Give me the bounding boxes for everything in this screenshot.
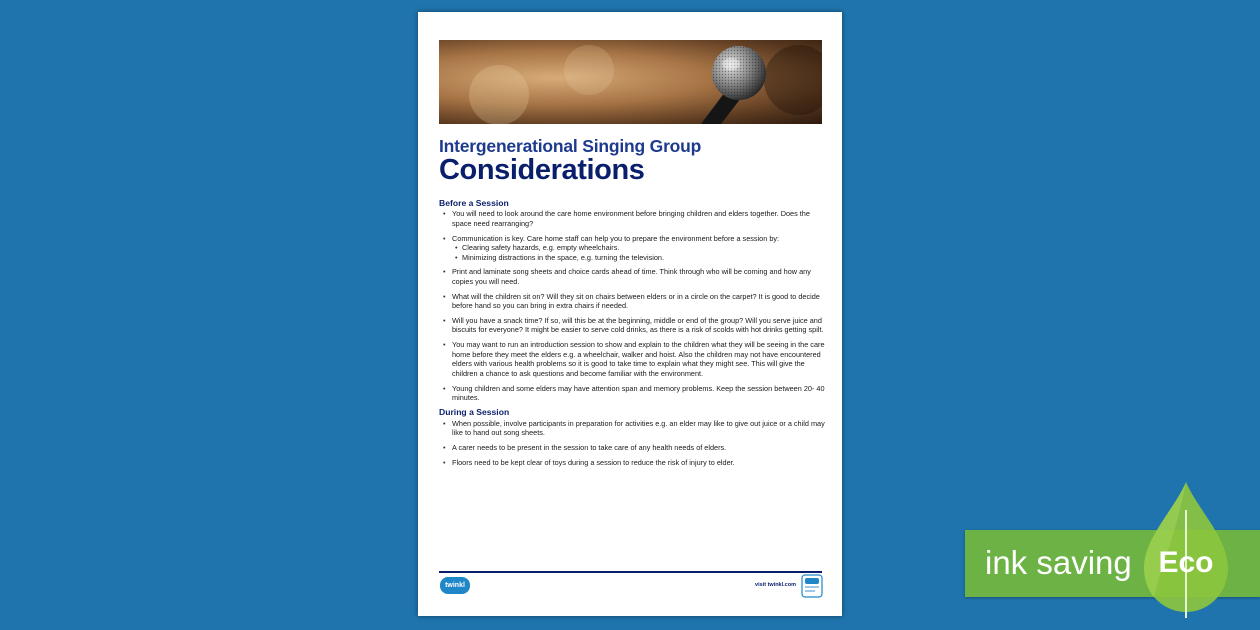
footer-url[interactable]: visit twinkl.com bbox=[755, 582, 796, 588]
bullet-list bbox=[439, 419, 827, 468]
list-item-text: You will need to look around the care home environment before bringing children and elders together. Does the space need rearranging? bbox=[452, 209, 810, 228]
list-item bbox=[452, 340, 827, 378]
twinkl-logo[interactable]: twinkl bbox=[440, 577, 470, 594]
twinkl-quality-badge-icon bbox=[800, 574, 824, 598]
list-item bbox=[452, 209, 827, 228]
list-item-text: Will you have a snack time? If so, will this be at the beginning, middle or end of the group? Will you serve juice and biscuits for everyone? It might be easier to serve cold drinks, as there is a risk of scolds with hot drinks getting spilt. bbox=[452, 316, 824, 335]
list-item bbox=[452, 419, 827, 438]
list-item bbox=[452, 234, 827, 262]
list-item-text: A carer needs to be present in the session to take care of any health needs of elders. bbox=[452, 443, 727, 453]
section-heading: During a Session bbox=[439, 407, 510, 418]
list-item-text: What will the children sit on? Will they sit on chairs between elders or in a circle on the carpet? It is good to decide before hand so you can bring in extra chairs if needed. bbox=[452, 291, 820, 311]
list-item-text: Print and laminate song sheets and choice cards ahead of time. Think through who will be coming and how any copies you will need. bbox=[452, 267, 811, 286]
document-subtitle: Intergenerational Singing Group bbox=[439, 136, 702, 156]
section-heading: Before a Session bbox=[439, 198, 509, 208]
list-item-text: Communication is key. Care home staff can help you to prepare the environment before a session by: bbox=[452, 233, 780, 243]
eco-label: Eco bbox=[1158, 546, 1214, 579]
list-item-text: When possible, involve participants in preparation for activities e.g. an elder may like to give out juice or a child may like to hand out song sheets. bbox=[452, 418, 825, 438]
list-item bbox=[452, 443, 827, 452]
bullet-list bbox=[439, 209, 827, 402]
sub-list-item: • Clearing safety hazards, e.g. empty wheelchairs. bbox=[462, 243, 827, 252]
list-item bbox=[452, 292, 827, 311]
microphone-photo bbox=[439, 40, 822, 124]
document-title: Considerations bbox=[439, 154, 645, 186]
ink-saving-label: ink saving bbox=[985, 544, 1132, 581]
list-item-text: Young children and some elders may have attention span and memory problems. Keep the session between 20- 40 minutes. bbox=[452, 383, 825, 402]
list-item bbox=[452, 458, 827, 467]
document-page bbox=[418, 12, 842, 616]
list-item bbox=[452, 316, 827, 335]
sub-bullet-list bbox=[452, 243, 827, 262]
document-body bbox=[439, 199, 827, 473]
sub-list-item: • Minimizing distractions in the space, e.g. turning the television. bbox=[462, 253, 827, 262]
list-item-text: Floors need to be kept clear of toys during a session to reduce the risk of injury to elder. bbox=[452, 457, 735, 467]
list-item bbox=[452, 267, 827, 286]
list-item-text: You may want to run an introduction session to show and explain to the children what they will be seeing in the care home before they meet the elders e.g. a wheelchair, walker and hoist. Also the children may not have encountered elders with various health problems so it is good to take time to explain what they might see. This will give the children a chance to ask questions and become familiar with the environment. bbox=[452, 340, 825, 378]
footer-divider bbox=[439, 571, 822, 573]
microphone-icon bbox=[439, 40, 822, 124]
list-item bbox=[452, 384, 827, 403]
